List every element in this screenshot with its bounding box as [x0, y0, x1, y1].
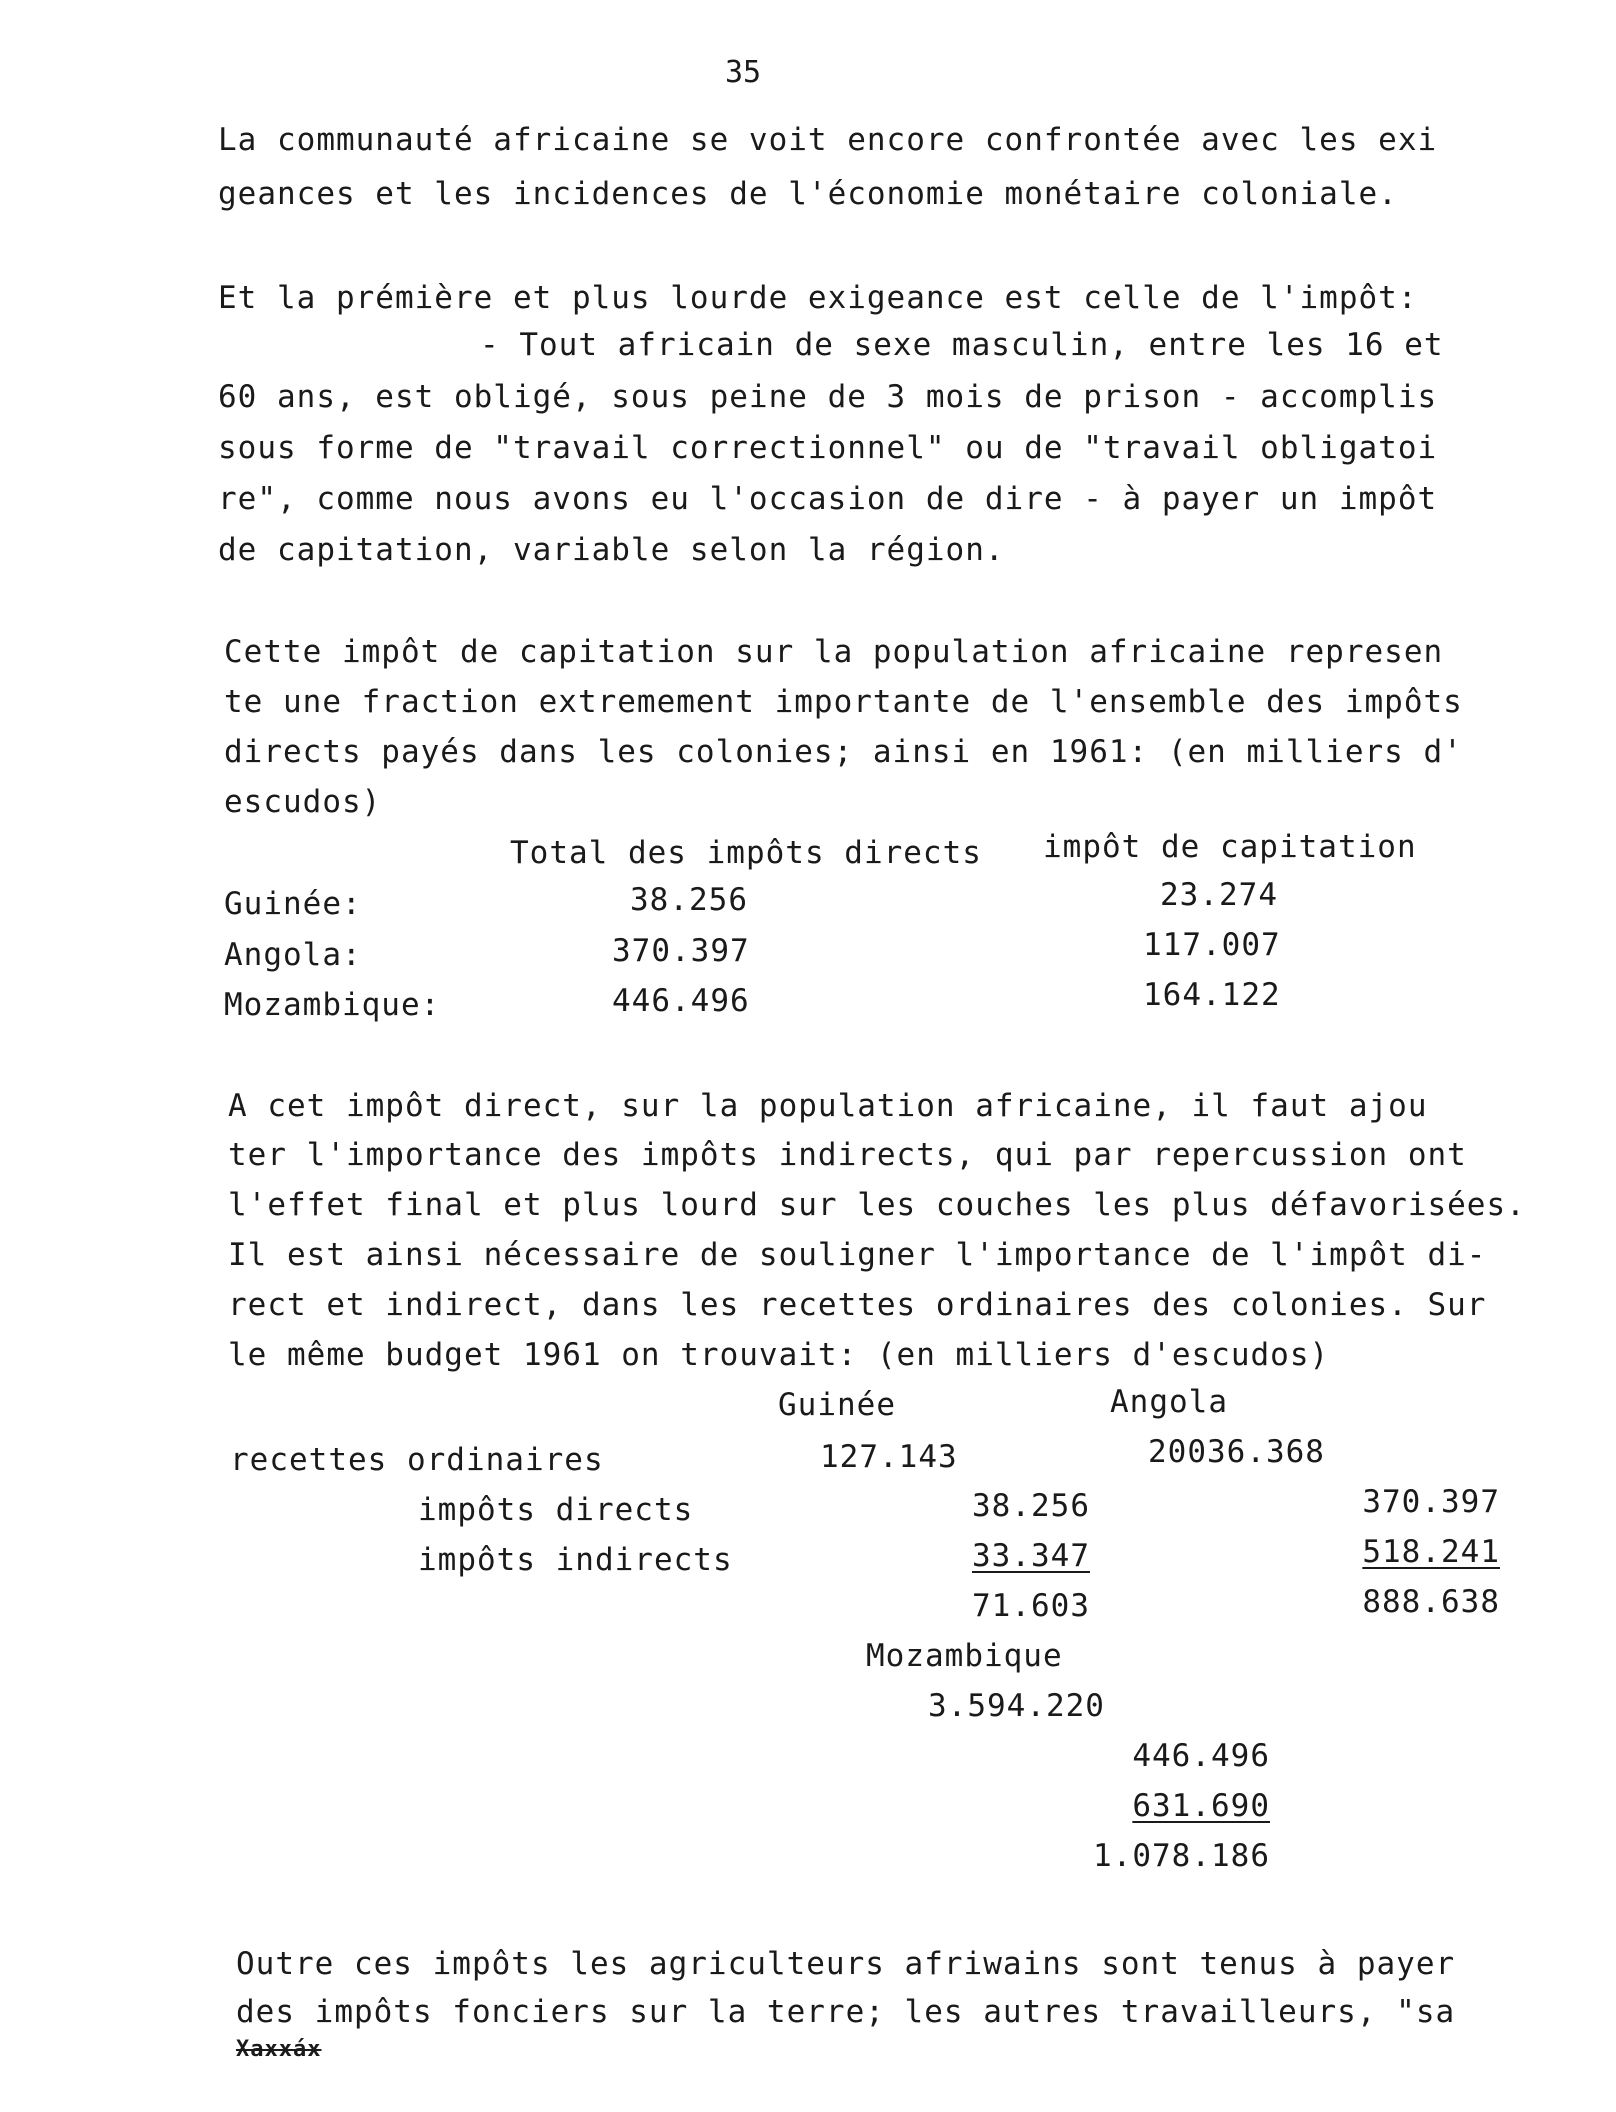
row-label-indirects: impôts indirects: [418, 1542, 733, 1578]
text-line: Il est ainsi nécessaire de souligner l'importance de l'impôt di-: [228, 1237, 1487, 1273]
angola-recettes: 20036.368: [1148, 1434, 1325, 1470]
text-line: geances et les incidences de l'économie monétaire coloniale.: [218, 176, 1398, 212]
cell-capitation: 164.122: [1143, 977, 1281, 1013]
table-header: Total des impôts directs: [510, 835, 982, 871]
mozambique-indirects: [1060, 1786, 1270, 1826]
angola-directs: 370.397: [1362, 1484, 1500, 1520]
row-label-recettes: recettes ordinaires: [230, 1442, 604, 1478]
text-line: Et la prémière et plus lourde exigeance est celle de l'impôt:: [218, 280, 1418, 316]
angola-total: 888.638: [1362, 1584, 1500, 1620]
column-header-mozambique: Mozambique: [866, 1638, 1063, 1674]
mozambique-recettes: 3.594.220: [928, 1688, 1105, 1724]
cell-total: 370.397: [612, 933, 750, 969]
text-line: re", comme nous avons eu l'occasion de dire - à payer un impôt: [218, 481, 1438, 517]
guinee-indirects: [900, 1536, 1090, 1576]
cell-capitation: 117.007: [1143, 927, 1281, 963]
angola-indirects-value: 518.241: [1362, 1534, 1500, 1570]
text-line: ter l'importance des impôts indirects, qui par repercussion ont: [228, 1137, 1467, 1173]
mozambique-directs: 446.496: [1132, 1738, 1270, 1774]
struck-out-text: Xaxxáx: [236, 2037, 322, 2062]
guinee-total: 71.603: [972, 1588, 1090, 1624]
guinee-indirects-value: 33.347: [972, 1538, 1090, 1574]
cell-capitation: 23.274: [1160, 877, 1278, 913]
text-line: des impôts fonciers sur la terre; les autres travailleurs, "sa: [236, 1994, 1456, 2030]
text-line: escudos): [224, 784, 382, 820]
row-label: Angola:: [224, 937, 362, 973]
text-line: - Tout africain de sexe masculin, entre les 16 et: [480, 327, 1444, 363]
cell-total: 38.256: [630, 882, 748, 918]
row-label: Mozambique:: [224, 987, 441, 1023]
page-number: 35: [725, 55, 762, 90]
mozambique-indirects-value: 631.690: [1132, 1788, 1270, 1824]
cell-total: 446.496: [612, 983, 750, 1019]
table-header: impôt de capitation: [1043, 829, 1417, 865]
column-header-angola: Angola: [1110, 1384, 1228, 1420]
text-line: te une fraction extremement importante de l'ensemble des impôts: [224, 684, 1463, 720]
text-line: sous forme de "travail correctionnel" ou de "travail obligatoi: [218, 430, 1438, 466]
column-header-guinee: Guinée: [778, 1387, 896, 1423]
text-line: le même budget 1961 on trouvait: (en milliers d'escudos): [228, 1337, 1330, 1373]
text-line: La communauté africaine se voit encore confrontée avec les exi: [218, 122, 1438, 158]
text-line: rect et indirect, dans les recettes ordinaires des colonies. Sur: [228, 1287, 1487, 1323]
row-label: Guinée:: [224, 886, 362, 922]
text-line: l'effet final et plus lourd sur les couches les plus défavorisées.: [228, 1187, 1526, 1223]
text-line: Cette impôt de capitation sur la population africaine represen: [224, 634, 1444, 670]
text-line: Outre ces impôts les agriculteurs afriwains sont tenus à payer: [236, 1946, 1456, 1982]
text-line: A cet impôt direct, sur la population africaine, il faut ajou: [228, 1088, 1428, 1124]
row-label-directs: impôts directs: [418, 1492, 694, 1528]
mozambique-total: 1.078.186: [1093, 1838, 1270, 1874]
text-line: directs payés dans les colonies; ainsi en 1961: (en milliers d': [224, 734, 1463, 770]
angola-indirects: [1310, 1532, 1500, 1572]
text-line: 60 ans, est obligé, sous peine de 3 mois de prison - accomplis: [218, 379, 1438, 415]
guinee-recettes: 127.143: [820, 1439, 958, 1475]
guinee-directs: 38.256: [972, 1488, 1090, 1524]
text-line: de capitation, variable selon la région.: [218, 532, 1005, 568]
